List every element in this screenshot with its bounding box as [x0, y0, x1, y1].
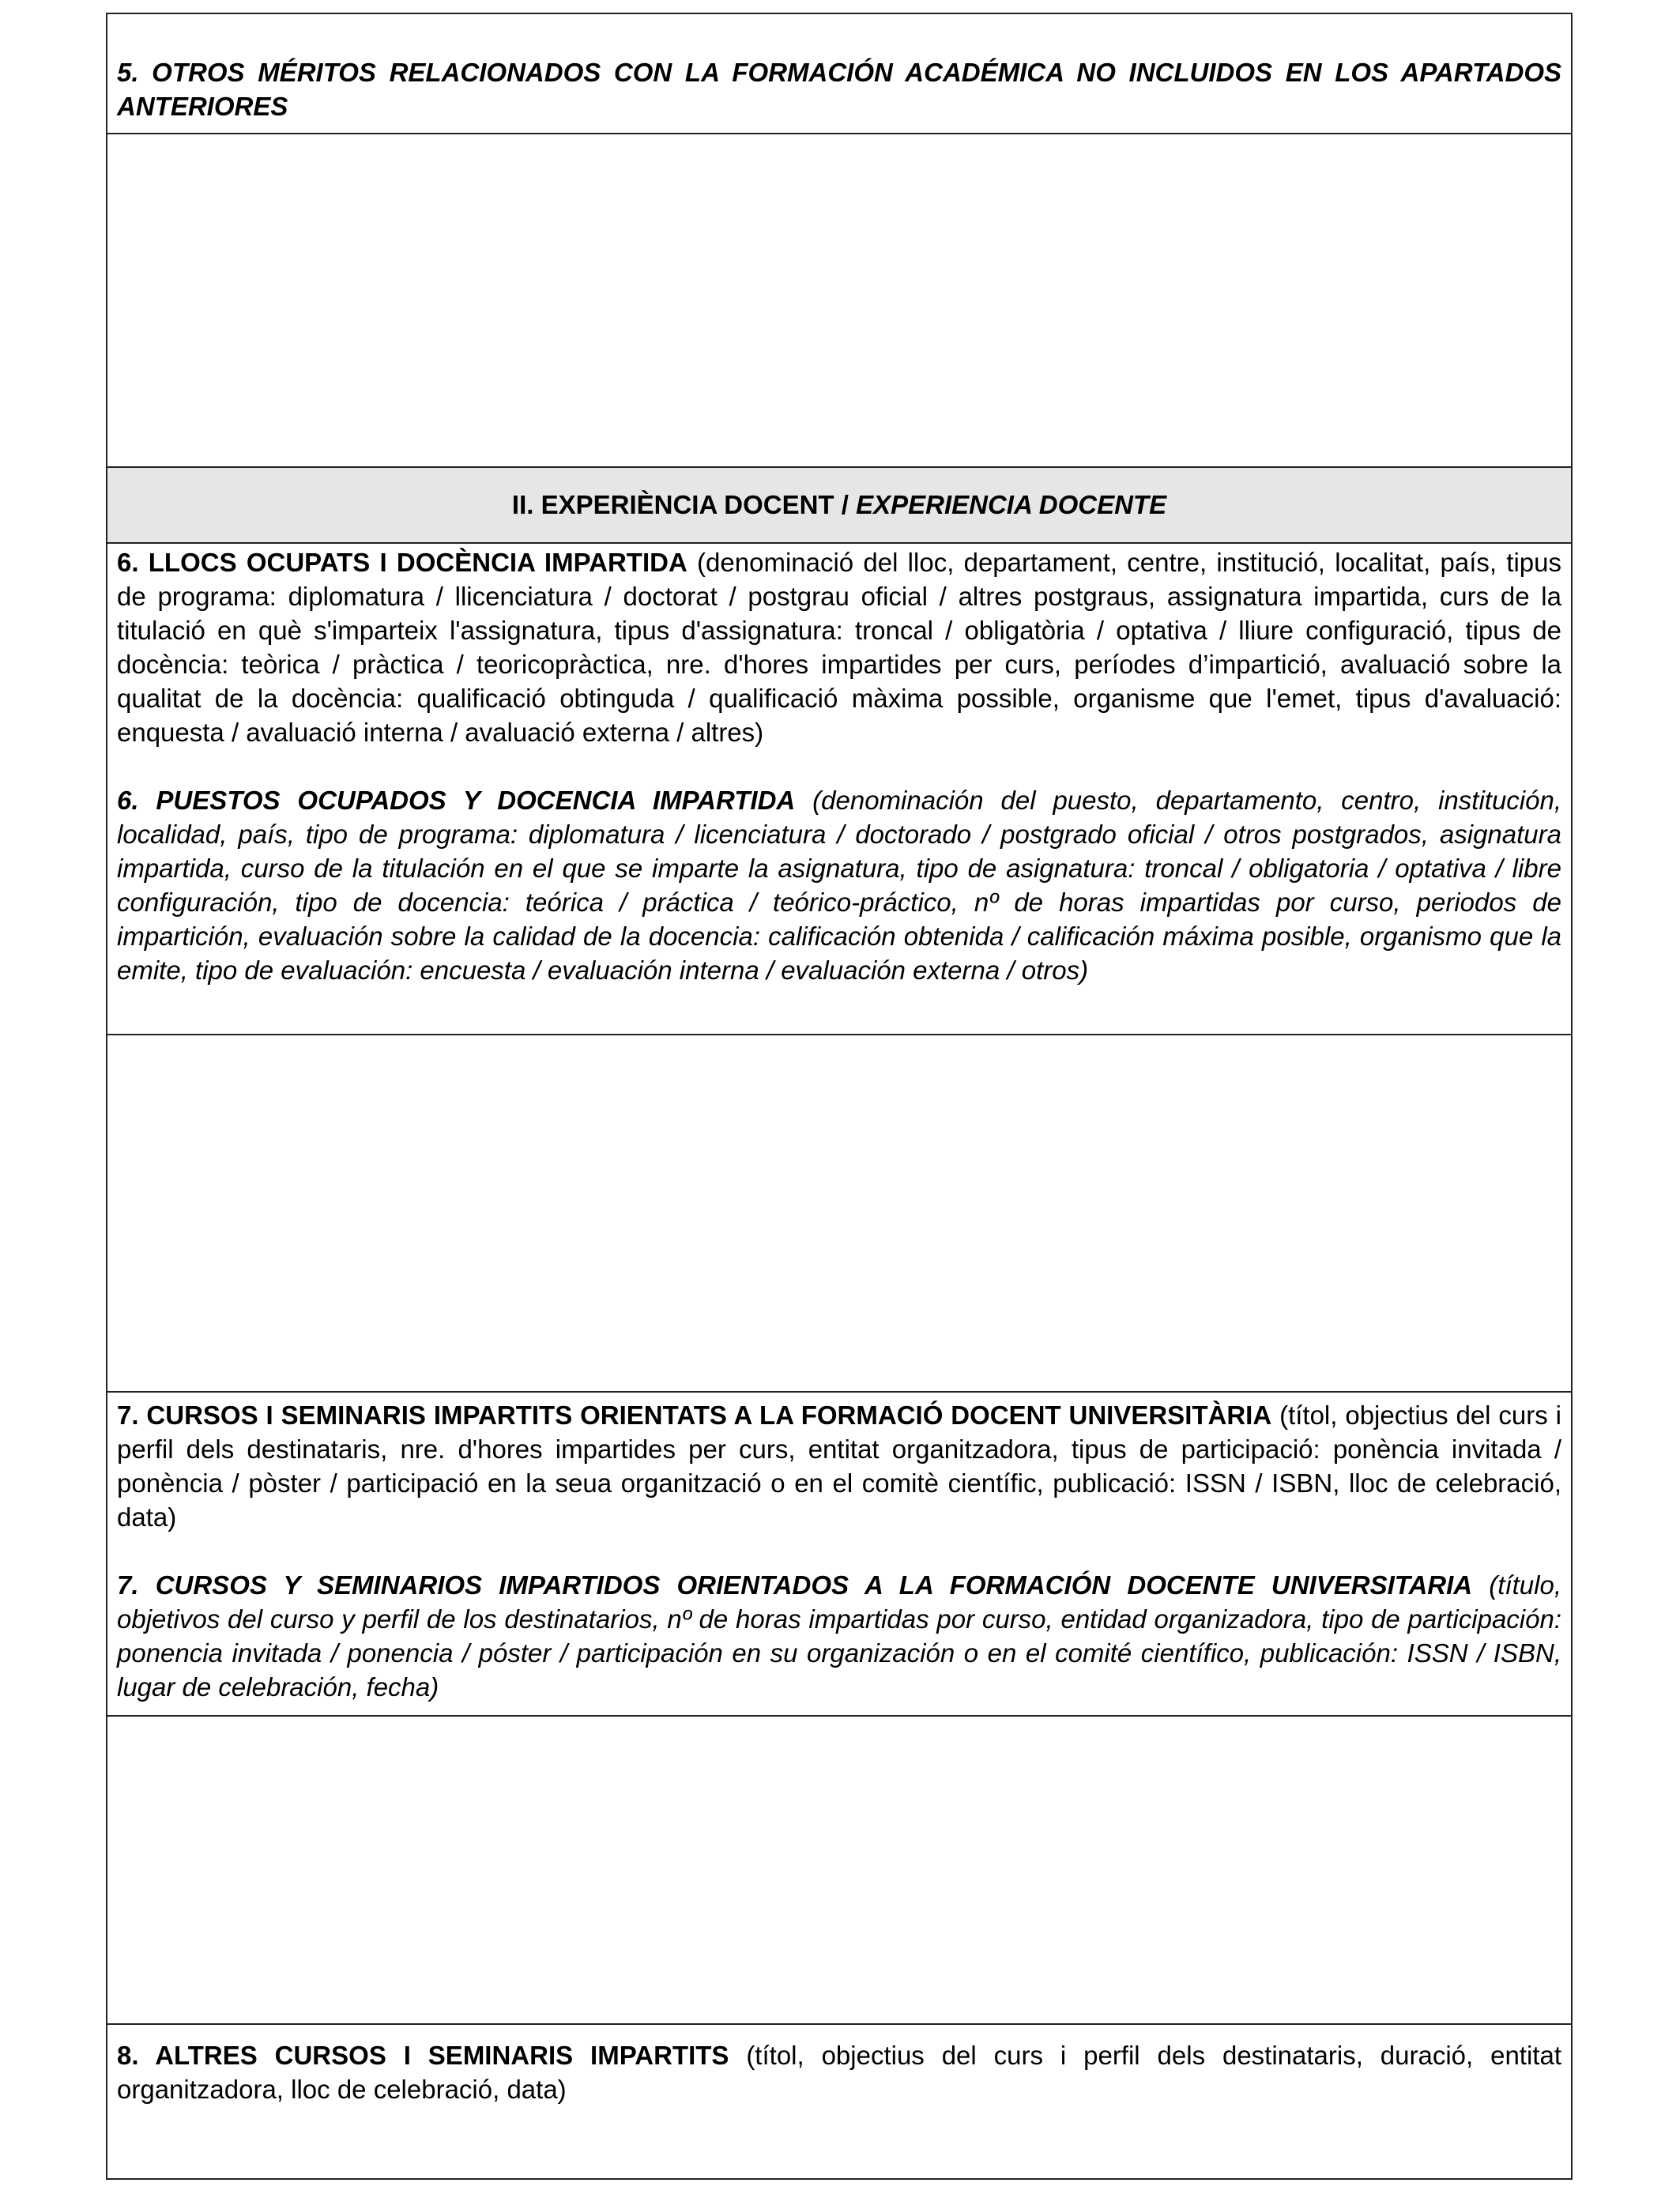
section-8-heading: [107, 2025, 1571, 2178]
section-6-entry-area[interactable]: [107, 1035, 1571, 1393]
section-7-heading: [107, 1393, 1571, 1717]
section-8-catalan: 8. ALTRES CURSOS I SEMINARIS IMPARTITS (títol, objectius del curs i perfil dels destinataris, duració, entitat organitzadora, lloc de celebració, data): [117, 2041, 1561, 2104]
section-5-title: 5. OTROS MÉRITOS RELACIONADOS CON LA FORMACIÓN ACADÉMICA NO INCLUIDOS EN LOS APARTADOS ANTERIORES: [117, 58, 1561, 121]
section-6-spanish: 6. PUESTOS OCUPADOS Y DOCENCIA IMPARTIDA (denominación del puesto, departamento, centro, institución, localidad, país, tipo de programa: diplomatura / licenciatura / doctorado / postgrado oficial / otros postgrados, asignatura impartida, curso de la titulación en el que se imparte la asignatura, tipo de asignatura: troncal / obligatoria / optativa / libre configuración, tipo de docencia: teórica / práctica / teórico-práctico, nº de horas impartidas por curso, periodos de impartición, evaluación sobre la calidad de la docencia: calificación obtenida / calificación máxima posible, organismo que la emite, tipo de evaluación: encuesta / evaluación interna / evaluación externa / otros): [117, 786, 1562, 985]
form-table: [106, 13, 1573, 2180]
experience-header: [107, 468, 1571, 544]
section-5-entry-area[interactable]: [107, 134, 1571, 468]
section-7-entry-area[interactable]: [107, 1717, 1571, 2025]
experience-header-text: II. EXPERIÈNCIA DOCENT / EXPERIENCIA DOCENTE: [511, 490, 1167, 519]
section-6-catalan: 6. LLOCS OCUPATS I DOCÈNCIA IMPARTIDA (denominació del lloc, departament, centre, institució, localitat, país, tipus de programa: diplomatura / llicenciatura / doctorat / postgrau oficial / altres postgraus, assignatura impartida, curs de la titulació en què s'imparteix l'assignatura, tipus d'assignatura: troncal / obligatòria / optativa / lliure configuració, tipus de docència: teòrica / pràctica / teoricopràctica, nre. d'hores impartides per curs, períodes d’impartició, avaluació sobre la qualitat de la docència: qualificació obtinguda / qualificació màxima possible, organisme que l'emet, tipus d'avaluació: enquesta / avaluació interna / avaluació externa / altres): [117, 548, 1561, 747]
section-6-heading: [107, 544, 1571, 1035]
section-7-catalan: 7. CURSOS I SEMINARIS IMPARTITS ORIENTATS A LA FORMACIÓ DOCENT UNIVERSITÀRIA (títol, objectius del curs i perfil dels destinataris, nre. d'hores impartides per curs, entitat organitzadora, tipus de participació: ponència invitada / ponència / pòster / participació en la seua organització o en el comitè científic, publicació: ISSN / ISBN, lloc de celebració, data): [117, 1400, 1561, 1532]
section-7-spanish: 7. CURSOS Y SEMINARIOS IMPARTIDOS ORIENTADOS A LA FORMACIÓN DOCENTE UNIVERSITARIA (título, objetivos del curso y perfil de los destinatarios, nº de horas impartidas por curso, entidad organizadora, tipo de participación: ponencia invitada / ponencia / póster / participación en su organización o en el comité científico, publicación: ISSN / ISBN, lugar de celebración, fecha): [117, 1570, 1561, 1702]
section-5-heading: [107, 14, 1571, 134]
